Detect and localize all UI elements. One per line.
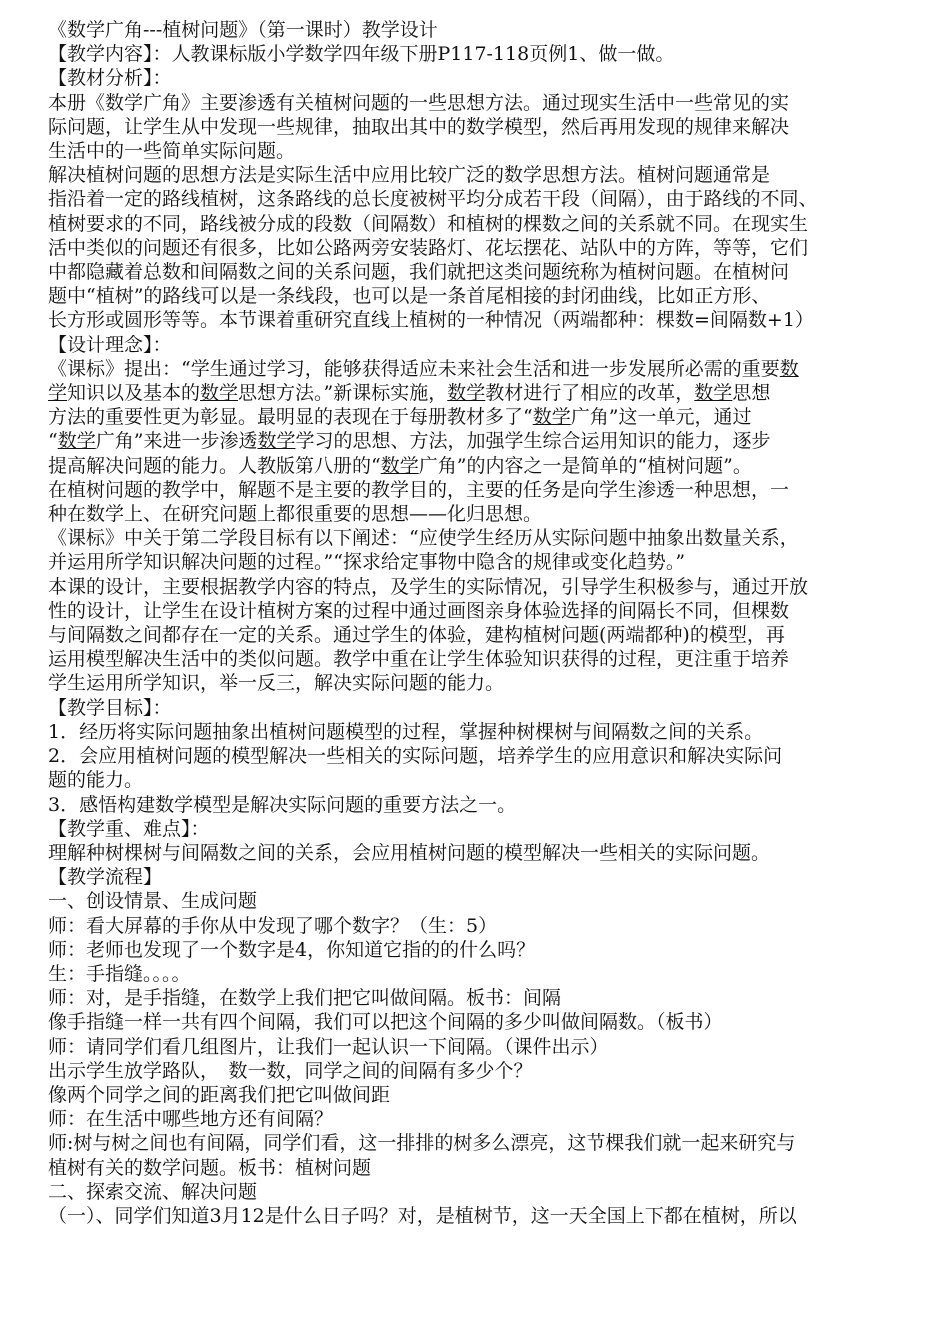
text-segment: 师：请同学们看几组图片，让我们一起认识一下间隔。（课件出示） [48, 1035, 609, 1058]
text-segment: 提高解决问题的能力。人教版第八册的“ [48, 454, 381, 477]
text-line [48, 841, 910, 865]
text-line [48, 986, 910, 1010]
text-line [48, 1035, 910, 1059]
text-line [48, 865, 910, 889]
text-line [48, 454, 910, 478]
underlined-term: 数学 [694, 382, 733, 405]
text-line [48, 260, 910, 284]
text-segment: 题中“植树”的路线可以是一条线段，也可以是一条首尾相接的封闭曲线，比如正方形、 [48, 285, 771, 308]
text-segment: 广角”来进一步渗透 [95, 430, 258, 453]
text-segment: 种在数学上、在研究问题上都很重要的思想——化归思想。 [48, 503, 543, 526]
text-line [48, 187, 910, 211]
text-line [48, 1083, 910, 1107]
underlined-term: 数学 [200, 382, 239, 405]
text-line [48, 647, 910, 671]
text-line [48, 115, 910, 139]
underlined-term: 数 [779, 357, 799, 380]
text-segment: 【教学目标】： [48, 696, 172, 719]
text-line [48, 744, 910, 768]
text-segment: 【教学流程】 [48, 866, 163, 889]
text-line [48, 817, 910, 841]
text-segment: 长方形或圆形等等。本节课着重研究直线上植树的一种情况（两端都种：棵数=间隔数+1） [48, 309, 814, 332]
text-line [48, 163, 910, 187]
text-segment: 植树要求的不同，路线被分成的段数（间隔数）和植树的棵数之间的关系就不同。在现实生 [48, 212, 809, 235]
text-segment: 学生运用所学知识，举一反三，解决实际问题的能力。 [48, 672, 505, 695]
text-segment: 【设计理念】： [48, 333, 172, 356]
text-line [48, 66, 910, 90]
text-segment: 师：老师也发现了一个数字是4，你知道它指的的什么吗？ [48, 938, 536, 961]
text-segment: 与间隔数之间都存在一定的关系。通过学生的体验，建构植树问题(两端都种)的模型，再 [48, 624, 785, 647]
text-segment: 解决植树问题的思想方法是实际生活中应用比较广泛的数学思想方法。植树问题通常是 [48, 164, 771, 187]
text-segment: 出示学生放学路队， 数一数，同学之间的间隔有多少个？ [48, 1059, 533, 1082]
text-line [48, 91, 910, 115]
document-body [48, 42, 910, 1228]
text-segment: 【教学重、难点】： [48, 817, 210, 840]
text-line [48, 284, 910, 308]
text-segment: 师：在生活中哪些地方还有间隔？ [48, 1108, 334, 1131]
text-segment: 师：看大屏幕的手你从中发现了哪个数字？（生：5） [48, 914, 498, 937]
text-line [48, 550, 910, 574]
text-segment: 教材进行了相应的改革， [485, 382, 695, 405]
text-line [48, 333, 910, 357]
text-line [48, 1156, 910, 1180]
text-line [48, 308, 910, 332]
text-segment: 方法的重要性更为彰显。最明显的表现在于每册教材多了“ [48, 406, 533, 429]
underlined-term: 数学 [447, 382, 486, 405]
text-segment: 运用模型解决生活中的类似问题。教学中重在让学生体验知识获得的过程，更注重于培养 [48, 648, 790, 671]
text-segment: 《课标》中关于第二学段目标有以下阐述：“应使学生经历从实际问题中抽象出数量关系， [48, 527, 799, 550]
text-segment: 在植树问题的教学中，解题不是主要的教学目的，主要的任务是向学生渗透一种思想，一 [48, 478, 790, 501]
text-line [48, 1204, 910, 1228]
text-line [48, 889, 910, 913]
text-segment: 学习的思想、方法，加强学生综合运用知识的能力，逐步 [295, 430, 771, 453]
text-line [48, 623, 910, 647]
text-line [48, 1131, 910, 1155]
text-line [48, 671, 910, 695]
text-segment: 像手指缝一样一共有四个间隔，我们可以把这个间隔的多少叫做间隔数。（板书） [48, 1011, 723, 1034]
text-segment: 本册《数学广角》主要渗透有关植树问题的一些思想方法。通过现实生活中一些常见的实 [48, 91, 790, 114]
text-segment: 本课的设计，主要根据教学内容的特点，及学生的实际情况，引导学生积极参与，通过开放 [48, 575, 809, 598]
text-segment: 师：对，是手指缝，在数学上我们把它叫做间隔。板书：间隔 [48, 987, 562, 1010]
text-segment: 1．经历将实际问题抽象出植树问题模型的过程，掌握种树棵树与间隔数之间的关系。 [48, 720, 764, 743]
text-line [48, 914, 910, 938]
underlined-term: 数学 [532, 406, 571, 429]
text-segment: 指沿着一定的路线植树，这条路线的总长度被树平均分成若干段（间隔），由于路线的不同、 [48, 188, 818, 211]
text-segment: 《课标》提出：“学生通过学习，能够获得适应未来社会生活和进一步发展所必需的重要 [48, 357, 780, 380]
text-line [48, 478, 910, 502]
text-line [48, 42, 910, 66]
text-segment: “ [48, 430, 58, 453]
text-line [48, 1180, 910, 1204]
text-line [48, 1059, 910, 1083]
text-line [48, 696, 910, 720]
text-segment: 生活中的一些简单实际问题。 [48, 140, 296, 163]
text-line [48, 1010, 910, 1034]
text-segment: 思想 [732, 382, 771, 405]
text-segment: 2．会应用植树问题的模型解决一些相关的实际问题，培养学生的应用意识和解决实际问 [48, 745, 783, 768]
text-segment: 性的设计，让学生在设计植树方案的过程中通过画图亲身体验选择的间隔长不同，但棵数 [48, 599, 790, 622]
text-segment: 活中类似的问题还有很多，比如公路两旁安装路灯、花坛摆花、站队中的方阵，等等，它们 [48, 236, 809, 259]
underlined-term: 数学 [57, 430, 96, 453]
text-segment: 生：手指缝。。。。 [48, 962, 191, 985]
text-segment: 二、探索交流、解决问题 [48, 1180, 258, 1203]
text-segment: 【教材分析】： [48, 67, 172, 90]
text-segment: 题的能力。 [48, 769, 144, 792]
text-line [48, 357, 910, 381]
text-line [48, 768, 910, 792]
text-line [48, 793, 910, 817]
text-line [48, 599, 910, 623]
text-line [48, 236, 910, 260]
text-segment: 并运用所学知识解决问题的过程。”“探求给定事物中隐含的规律或变化趋势。” [48, 551, 686, 574]
text-segment: 中都隐藏着总数和间隔数之间的关系问题，我们就把这类问题统称为植树问题。在植树问 [48, 261, 790, 284]
text-segment: 一、创设情景、生成问题 [48, 890, 258, 913]
text-line [48, 1107, 910, 1131]
text-line [48, 502, 910, 526]
text-line [48, 139, 910, 163]
text-line [48, 381, 910, 405]
text-segment: 思想方法。”新课标实施， [238, 382, 448, 405]
text-line [48, 720, 910, 744]
text-segment: 植树有关的数学问题。板书：植树问题 [48, 1156, 372, 1179]
text-segment: 广角”这一单元，通过 [570, 406, 752, 429]
text-segment: 像两个同学之间的距离我们把它叫做间距 [48, 1083, 391, 1106]
text-line [48, 938, 910, 962]
document-title: 《数学广角---植树问题》（第一课时）教学设计 [48, 19, 438, 41]
text-line [48, 575, 910, 599]
text-line [48, 962, 910, 986]
text-segment: 知识以及基本的 [67, 382, 201, 405]
text-segment: 理解种树棵树与间隔数之间的关系，会应用植树问题的模型解决一些相关的实际问题。 [48, 841, 771, 864]
text-segment: 3．感悟构建数学模型是解决实际问题的重要方法之一。 [48, 793, 517, 816]
text-line [48, 212, 910, 236]
underlined-term: 学 [48, 382, 68, 405]
underlined-term: 数学 [380, 454, 419, 477]
text-segment: （一）、同学们知道3月12是什么日子吗？对，是植树节，这一天全国上下都在植树，所以 [48, 1204, 797, 1227]
text-segment: 际问题，让学生从中发现一些规律，抽取出其中的数学模型，然后再用发现的规律来解决 [48, 115, 790, 138]
underlined-term: 数学 [257, 430, 296, 453]
text-line [48, 429, 910, 453]
text-line [48, 405, 910, 429]
text-line [48, 526, 910, 550]
text-segment: 广角”的内容之一是简单的“植树问题”。 [418, 454, 752, 477]
text-segment: 【教学内容】：人教课标版小学数学四年级下册P117-118页例1、做一做。 [48, 43, 675, 66]
text-segment: 师:树与树之间也有间隔，同学们看，这一排排的树多么漂亮，这节棵我们就一起来研究与 [48, 1132, 796, 1155]
